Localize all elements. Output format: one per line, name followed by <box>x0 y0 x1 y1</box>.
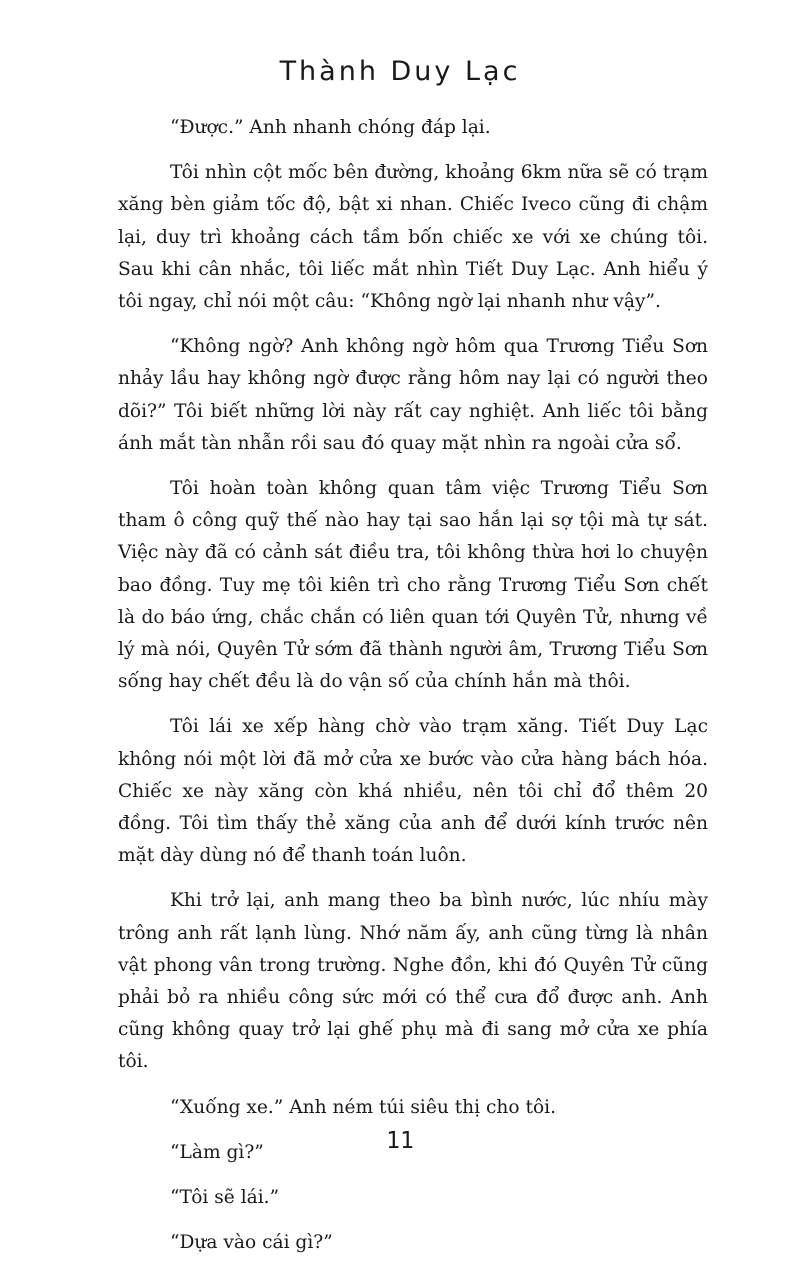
paragraph: “Xuống xe.” Anh ném túi siêu thị cho tôi. <box>170 1096 557 1118</box>
paragraph: “Tôi sẽ lái.” <box>170 1187 280 1209</box>
paragraph: “Làm gì?” <box>170 1141 264 1163</box>
body-text <box>118 112 708 1273</box>
paragraph: “Không ngờ? Anh không ngờ hôm qua Trương Tiểu Sơn nhảy lầu hay không ngờ được rằng hôm nay lại có người theo dõi?” Tôi biết những lời này rất cay nghiệt. Anh liếc tôi bằng ánh mắt tàn nhẫn rồi sau đó quay mặt nhìn ra ngoài cửa sổ. <box>118 336 708 454</box>
running-header-title: Thành Duy Lạc <box>279 56 521 87</box>
paragraph: “Được.” Anh nhanh chóng đáp lại. <box>170 117 491 138</box>
paragraph: Tôi lái xe xếp hàng chờ vào trạm xăng. Tiết Duy Lạc không nói một lời đã mở cửa xe bước vào cửa hàng bách hóa. Chiếc xe này xăng còn khá nhiều, nên tôi chỉ đổ thêm 20 đồng. Tôi tìm thấy thẻ xăng của anh để dưới kính trước nên mặt dày dùng nó để thanh toán luôn. <box>118 716 708 867</box>
paragraph: Khi trở lại, anh mang theo ba bình nước, lúc nhíu mày trông anh rất lạnh lùng. Nhớ năm ấy, anh cũng từng là nhân vật phong vân trong trường. Nghe đồn, khi đó Quyên Tử cũng phải bỏ ra nhiều công sức mới có thể cưa đổ được anh. Anh cũng không quay trở lại ghế phụ mà đi sang mở cửa xe phía tôi. <box>118 890 708 1073</box>
page-number: 11 <box>386 1128 414 1154</box>
paragraph: Tôi hoàn toàn không quan tâm việc Trương Tiểu Sơn tham ô công quỹ thế nào hay tại sao hắn lại sợ tội mà tự sát. Việc này đã có cảnh sát điều tra, tôi không thừa hơi lo chuyện bao đồng. Tuy mẹ tôi kiên trì cho rằng Trương Tiểu Sơn chết là do báo ứng, chắc chắn có liên quan tới Quyên Tử, nhưng về lý mà nói, Quyên Tử sớm đã thành người âm, Trương Tiểu Sơn sống hay chết đều là do vận số của chính hắn mà thôi. <box>118 478 708 693</box>
paragraph: “Dựa vào cái gì?” <box>170 1232 333 1254</box>
paragraph: Tôi nhìn cột mốc bên đường, khoảng 6km nữa sẽ có trạm xăng bèn giảm tốc độ, bật xi nhan. Chiếc Iveco cũng đi chậm lại, duy trì khoảng cách tầm bốn chiếc xe với xe chúng tôi. Sau khi cân nhắc, tôi liếc mắt nhìn Tiết Duy Lạc. Anh hiểu ý tôi ngay, chỉ nói một câu: “Không ngờ lại nhanh như vậy”. <box>118 162 708 313</box>
